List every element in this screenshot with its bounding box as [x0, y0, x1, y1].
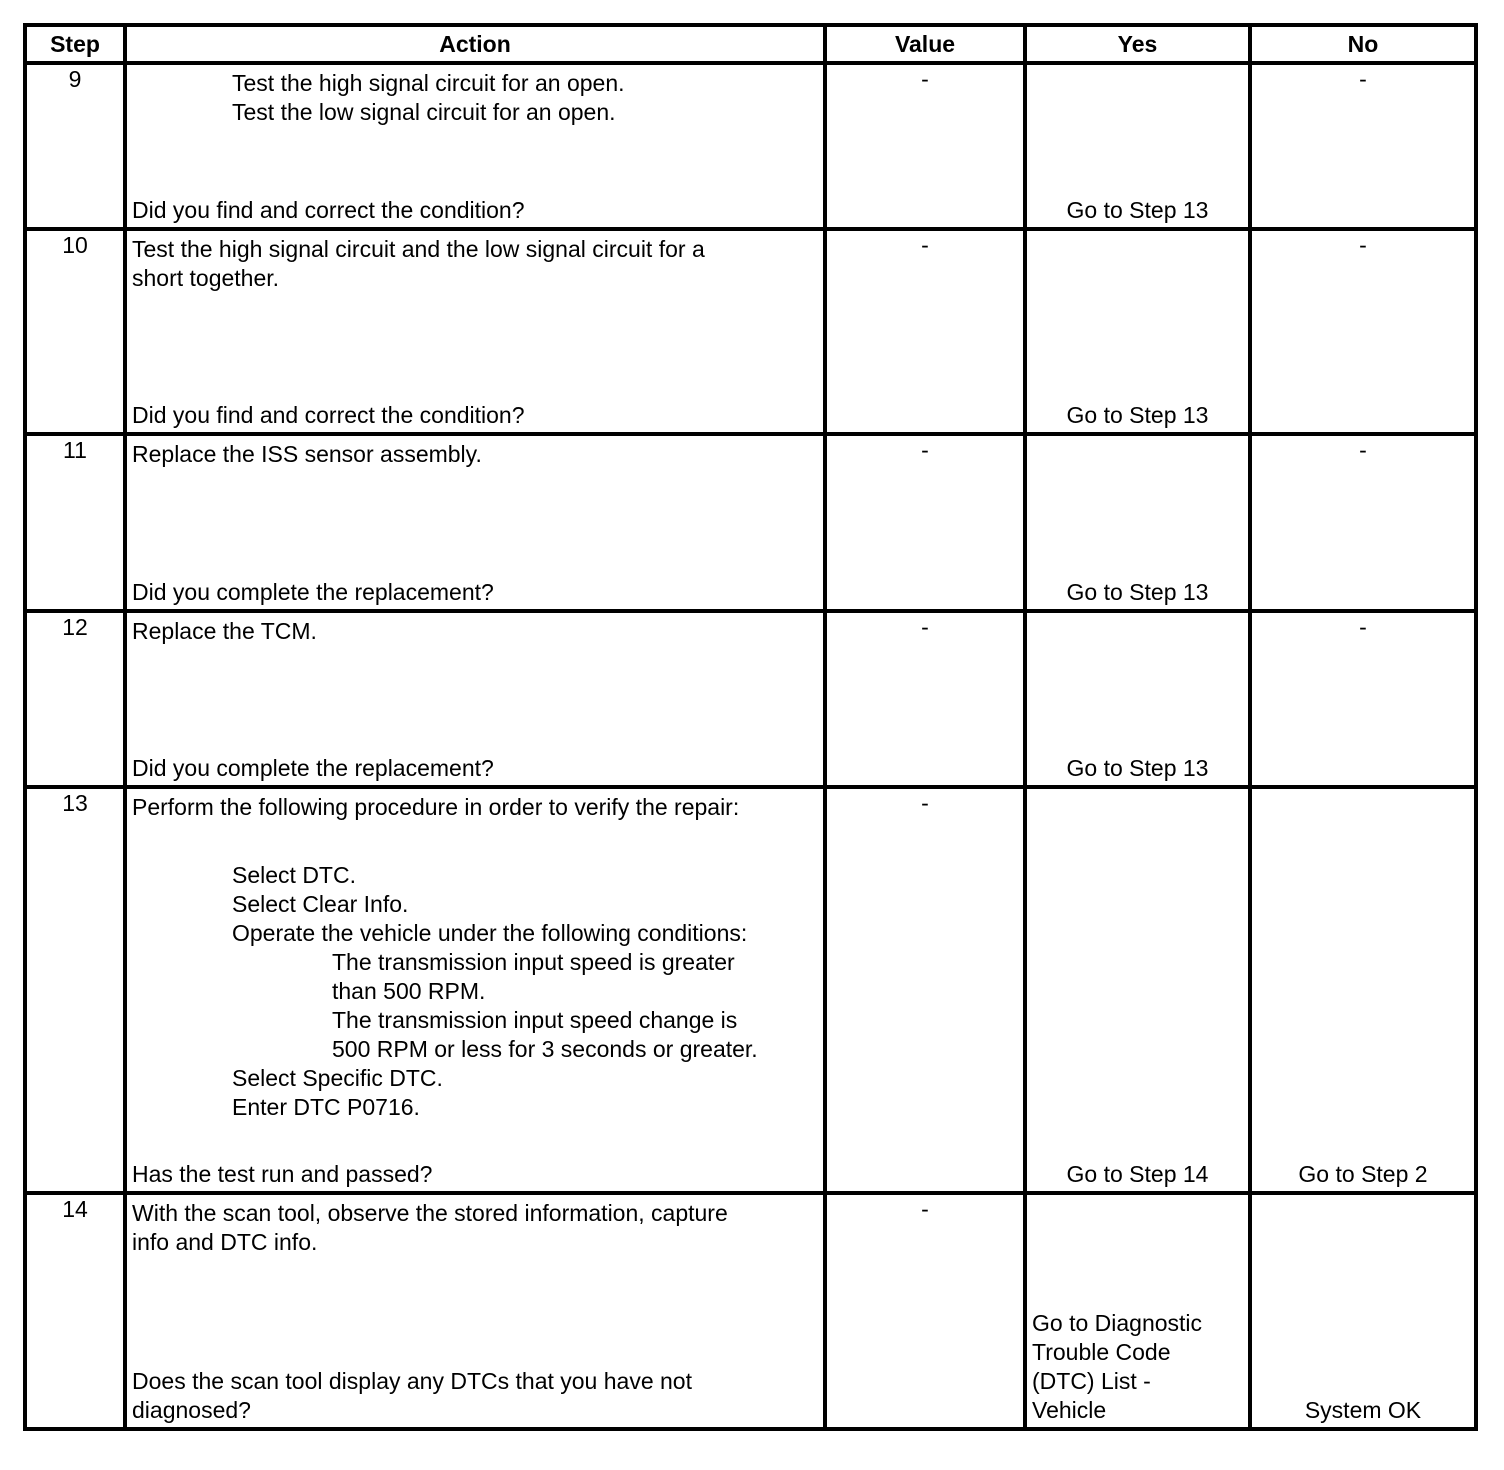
- action-cell: [125, 229, 825, 434]
- action-subline: The transmission input speed change is: [332, 1007, 738, 1033]
- yes-link: Go to Step 13: [1066, 197, 1209, 223]
- diagnostic-table: [23, 23, 1478, 1431]
- no-cell: -: [1250, 434, 1476, 611]
- action-question: Did you find and correct the condition?: [132, 197, 525, 223]
- yes-cell: [1025, 63, 1250, 229]
- step-number: 13: [25, 787, 125, 1193]
- action-line: Select DTC.: [232, 862, 356, 888]
- yes-cell: [1025, 787, 1250, 1193]
- action-cell: [125, 787, 825, 1193]
- header-step: Step: [25, 25, 125, 63]
- header-value: Value: [825, 25, 1025, 63]
- action-question: Has the test run and passed?: [132, 1161, 433, 1187]
- value-cell: -: [825, 63, 1025, 229]
- table-row: [25, 63, 1476, 229]
- header-yes: Yes: [1025, 25, 1250, 63]
- action-line: Operate the vehicle under the following conditions:: [232, 920, 748, 946]
- yes-cell: [1025, 1193, 1250, 1429]
- value-cell: -: [825, 611, 1025, 787]
- table-row: [25, 611, 1476, 787]
- no-cell: [1250, 787, 1476, 1193]
- action-question: diagnosed?: [132, 1397, 251, 1423]
- table-row: [25, 1193, 1476, 1429]
- action-cell: [125, 1193, 825, 1429]
- no-cell: -: [1250, 63, 1476, 229]
- action-line: Select Clear Info.: [232, 891, 409, 917]
- yes-cell: [1025, 434, 1250, 611]
- action-subline: than 500 RPM.: [332, 978, 486, 1004]
- action-line: Test the high signal circuit and the low signal circuit for a: [132, 236, 705, 262]
- value-cell: -: [825, 787, 1025, 1193]
- action-line: short together.: [132, 265, 280, 291]
- action-question: Did you complete the replacement?: [132, 579, 494, 605]
- value-cell: -: [825, 434, 1025, 611]
- yes-link: Go to Step 13: [1066, 579, 1209, 605]
- no-cell: -: [1250, 229, 1476, 434]
- no-cell: -: [1250, 611, 1476, 787]
- action-question: Did you find and correct the condition?: [132, 402, 525, 428]
- step-number: 11: [25, 434, 125, 611]
- step-number: 10: [25, 229, 125, 434]
- action-line: Test the low signal circuit for an open.: [232, 99, 616, 125]
- value-cell: -: [825, 229, 1025, 434]
- table-row: [25, 229, 1476, 434]
- value-cell: -: [825, 1193, 1025, 1429]
- no-link: System OK: [1304, 1397, 1422, 1423]
- action-cell: [125, 611, 825, 787]
- yes-link: Go to Step 13: [1066, 755, 1209, 781]
- table-row: [25, 434, 1476, 611]
- no-cell: [1250, 1193, 1476, 1429]
- action-line: Replace the ISS sensor assembly.: [132, 441, 482, 467]
- action-subline: The transmission input speed is greater: [332, 949, 735, 975]
- action-line: Enter DTC P0716.: [232, 1094, 420, 1120]
- step-number: 12: [25, 611, 125, 787]
- yes-cell: [1025, 229, 1250, 434]
- action-question: Did you complete the replacement?: [132, 755, 494, 781]
- yes-link: Go to Diagnostic Trouble Code (DTC) List - Vehicle: [1032, 1310, 1203, 1423]
- yes-cell: [1025, 611, 1250, 787]
- action-line: Test the high signal circuit for an open.: [232, 70, 625, 96]
- yes-link: Go to Step 14: [1066, 1161, 1209, 1187]
- yes-link: Go to Step 13: [1066, 402, 1209, 428]
- action-intro: Perform the following procedure in order to verify the repair:: [132, 794, 740, 820]
- header-no: No: [1250, 25, 1476, 63]
- action-line: Select Specific DTC.: [232, 1065, 443, 1091]
- header-row: [25, 25, 1476, 63]
- step-number: 14: [25, 1193, 125, 1429]
- action-cell: [125, 63, 825, 229]
- no-link: Go to Step 2: [1298, 1161, 1428, 1187]
- action-line: info and DTC info.: [132, 1229, 318, 1255]
- action-cell: [125, 434, 825, 611]
- step-number: 9: [25, 63, 125, 229]
- action-line: With the scan tool, observe the stored information, capture: [132, 1200, 728, 1226]
- action-subline: 500 RPM or less for 3 seconds or greater.: [332, 1036, 758, 1062]
- action-line: Replace the TCM.: [132, 618, 317, 644]
- header-action: Action: [125, 25, 825, 63]
- action-question: Does the scan tool display any DTCs that you have not: [132, 1368, 692, 1394]
- table-row: [25, 787, 1476, 1193]
